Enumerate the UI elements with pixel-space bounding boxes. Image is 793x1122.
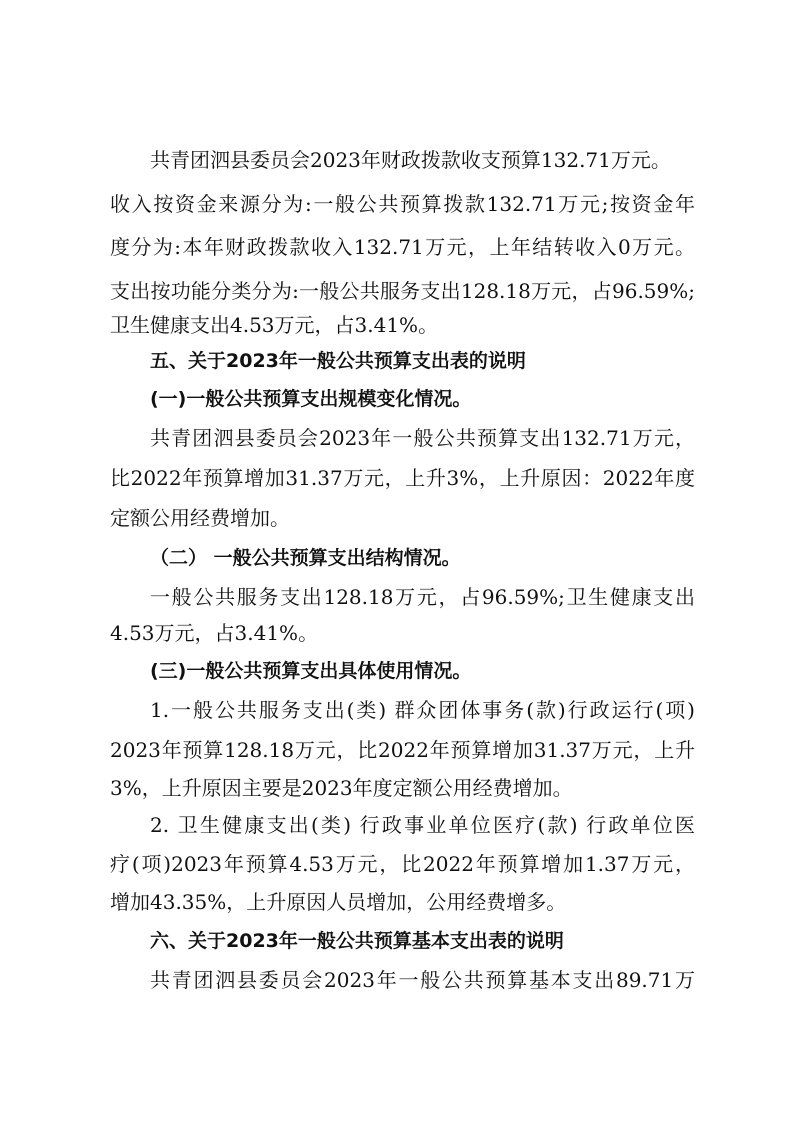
paragraph-line: 支出按功能分类分为:一般公共服务支出128.18万元，占96.59%; [110,279,695,303]
section-heading-6: 六、关于2023年一般公共预算基本支出表的说明 [150,930,564,952]
paragraph-line: 比2022年预算增加31.37万元，上升3%，上升原因：2022年度 [110,466,695,490]
paragraph-line: 共青团泗县委员会2023年一般公共预算基本支出89.71万 [150,968,695,992]
paragraph-line: 增加43.35%，上升原因人员增加，公用经费增多。 [110,890,567,914]
paragraph-line: 一般公共服务支出128.18万元，占96.59%;卫生健康支出 [150,585,695,609]
paragraph-line: 疗(项)2023年预算4.53万元，比2022年预算增加1.37万元， [110,852,695,876]
subsection-heading-2: （二） 一般公共预算支出结构情况。 [150,547,461,569]
subsection-heading-3: (三)一般公共预算支出具体使用情况。 [150,660,472,682]
paragraph-line: 2. 卫生健康支出(类) 行政事业单位医疗(款) 行政单位医 [150,813,695,837]
paragraph-line: 定额公用经费增加。 [110,506,290,530]
paragraph-line: 2023年预算128.18万元，比2022年预算增加31.37万元，上升 [110,738,695,762]
paragraph-line: 4.53万元，占3.41%。 [110,621,319,645]
paragraph-line: 共青团泗县委员会2023年一般公共预算支出132.71万元， [150,426,695,450]
subsection-heading-1: (一)一般公共预算支出规模变化情况。 [150,388,472,410]
paragraph-line: 3%，上升原因主要是2023年度定额公用经费增加。 [110,776,573,800]
section-heading-5: 五、关于2023年一般公共预算支出表的说明 [150,350,526,372]
paragraph-line: 1.一般公共服务支出(类) 群众团体事务(款)行政运行(项) [150,698,695,722]
paragraph-line: 共青团泗县委员会2023年财政拨款收支预算132.71万元。 [150,148,671,172]
paragraph-line: 卫生健康支出4.53万元，占3.41%。 [110,313,439,337]
paragraph-line: 收入按资金来源分为:一般公共预算拨款132.71万元;按资金年 [110,192,695,216]
paragraph-line: 度分为:本年财政拨款收入132.71万元，上年结转收入0万元。 [110,235,695,259]
